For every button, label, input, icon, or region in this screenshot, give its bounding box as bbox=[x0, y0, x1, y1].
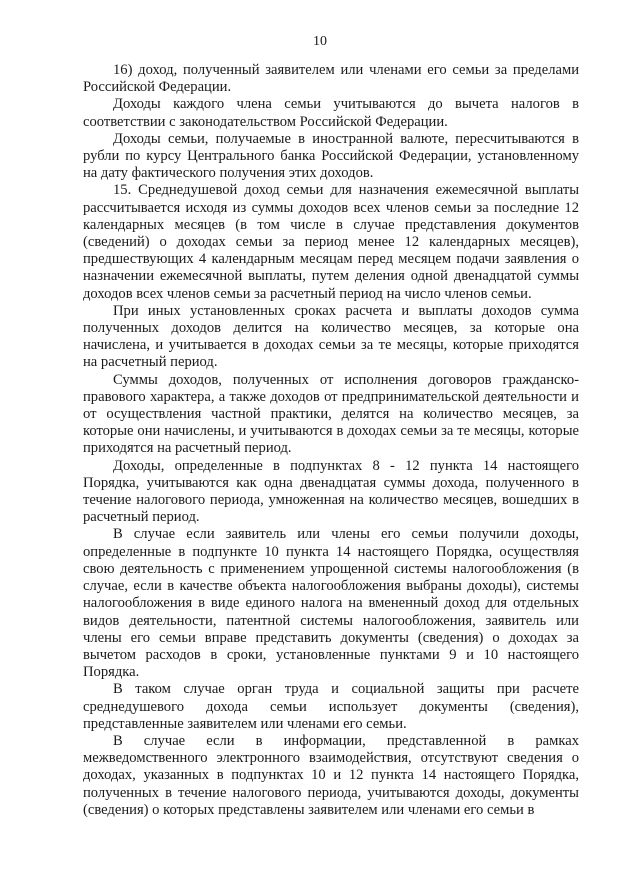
paragraph-clause-15: 15. Среднедушевой доход семьи для назначения ежемесячной выплаты рассчитывается исходя из суммы доходов всех членов семьи за последние 12 календарных месяцев (в том числе в случае представления документов (сведений) о доходах семьи за период менее 12 календарных месяцев), предшествующих 4 календарным месяцам перед месяцем подачи заявления о назначении ежемесячной выплаты, путем деления одной двенадцатой суммы доходов всех членов семьи за расчетный период на число членов семьи. bbox=[83, 182, 579, 302]
page-number: 10 bbox=[313, 34, 327, 49]
paragraph-interagency: В случае если в информации, представленной в рамках межведомственного электронного взаимодействия, отсутствуют сведения о доходах, указанных в подпунктах 10 и 12 пункта 14 настоящего Порядка, полученных в течение налогового периода, учитываются доходы, документы (сведения) о которых представлены заявителем или членами его семьи в bbox=[83, 732, 579, 818]
paragraph-income-abroad: 16) доход, полученный заявителем или членами его семьи за пределами Российской Федерации. bbox=[83, 62, 579, 96]
paragraph-civil-contracts: Суммы доходов, полученных от исполнения договоров гражданско-правового характера, а также доходов от предпринимательской деятельности и от осуществления частной практики, делятся на количество месяцев, за которые они начислены, и учитываются в доходах семьи за те месяцы, которые приходятся на расчетный период. bbox=[83, 371, 579, 457]
paragraph-tax-systems: В случае если заявитель или члены его семьи получили доходы, определенные в подпункте 10 пункта 14 настоящего Порядка, осуществляя свою деятельность с применением упрощенной системы налогообложения (в случае, если в качестве объекта налогообложения выбраны доходы), системы налогообложения в виде единого налога на вмененный доход для отдельных видов деятельности, патентной системы налогообложения, заявитель или члены его семьи вправе представить документы (сведения) о доходах за вычетом расходов в сроки, установленные пунктами 9 и 10 настоящего Порядка. bbox=[83, 526, 579, 681]
paragraph-social-authority: В таком случае орган труда и социальной защиты при расчете среднедушевого дохода семьи использует документы (сведения), представленные заявителем или членами его семьи. bbox=[83, 681, 579, 732]
paragraph-other-terms: При иных установленных сроках расчета и выплаты доходов сумма полученных доходов делится на количество месяцев, за которые она начислена, и учитывается в доходах семьи за те месяцы, которые приходятся на расчетный период. bbox=[83, 302, 579, 371]
document-body bbox=[83, 62, 579, 819]
paragraph-subclauses-8-12: Доходы, определенные в подпунктах 8 - 12 пункта 14 настоящего Порядка, учитываются как одна двенадцатая суммы дохода, полученного в течение налогового периода, умноженная на количество месяцев, вошедших в расчетный период. bbox=[83, 457, 579, 526]
paragraph-foreign-currency: Доходы семьи, получаемые в иностранной валюте, пересчитываются в рубли по курсу Центрального банка Российской Федерации, установленному на дату фактического получения этих доходов. bbox=[83, 130, 579, 182]
paragraph-income-before-tax: Доходы каждого члена семьи учитываются до вычета налогов в соответствии с законодательством Российской Федерации. bbox=[83, 96, 579, 130]
